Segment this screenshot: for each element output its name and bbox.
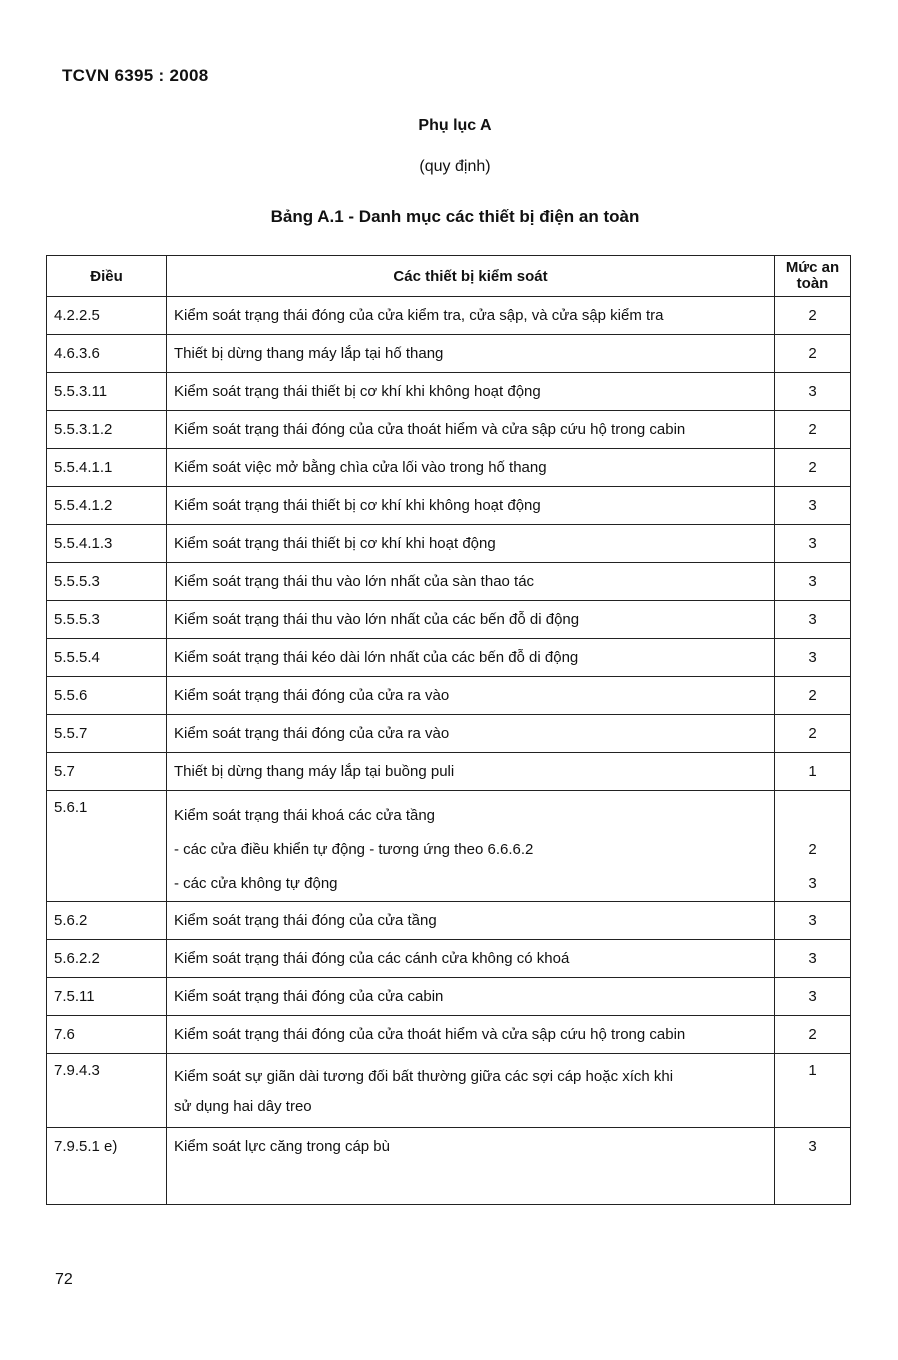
clause-cell: 5.5.3.11 [47,373,167,411]
device-cell: Thiết bị dừng thang máy lắp tại hố thang [167,335,775,373]
header-safety-level-line2: toàn [796,275,829,292]
device-cell: Kiểm soát trạng thái đóng của cửa kiểm tra, cửa sập, và cửa sập kiểm tra [167,297,775,335]
device-cell: Kiểm soát trạng thái thu vào lớn nhất của sàn thao tác [167,563,775,601]
device-cell: Kiểm soát trạng thái đóng của cửa ra vào [167,715,775,753]
table-row [47,487,851,525]
table-row [47,601,851,639]
clause-cell: 5.5.4.1.1 [47,449,167,487]
clause-cell: 5.5.5.4 [47,639,167,677]
table-row [47,677,851,715]
device-cell: Kiểm soát trạng thái kéo dài lớn nhất của các bến đỗ di động [167,639,775,677]
clause-cell: 5.5.4.1.2 [47,487,167,525]
table-body-door-locks [47,791,851,902]
document-code: TCVN 6395 : 2008 [62,66,209,85]
table-row [47,715,851,753]
clause-cell: 5.6.2 [47,902,167,940]
level-line-empty [782,799,843,833]
clause-cell: 4.2.2.5 [47,297,167,335]
table-body-tail [47,1054,851,1205]
clause-cell: 7.5.11 [47,978,167,1016]
level-line: 2 [808,841,817,858]
clause-cell: 5.5.5.3 [47,601,167,639]
clause-cell: 5.5.3.1.2 [47,411,167,449]
clause-cell: 5.6.1 [47,791,167,902]
level-cell: 3 [775,1128,851,1205]
level-cell: 2 [775,335,851,373]
annex-subtitle: (quy định) [419,158,491,175]
device-cell: Kiểm soát trạng thái thiết bị cơ khí khi không hoạt động [167,373,775,411]
level-cell: 3 [775,902,851,940]
clause-cell: 7.9.5.1 e) [47,1128,167,1205]
device-cell: Kiểm soát trạng thái đóng của cửa cabin [167,978,775,1016]
device-cell: Kiểm soát việc mở bằng chìa cửa lối vào trong hố thang [167,449,775,487]
safety-devices-table [46,255,851,1205]
device-cell [167,791,775,902]
header-device: Các thiết bị kiểm soát [167,256,775,297]
level-cell: 2 [775,411,851,449]
device-cell: Kiểm soát trạng thái thiết bị cơ khí khi không hoạt động [167,487,775,525]
device-cell: Kiểm soát trạng thái đóng của cửa tầng [167,902,775,940]
table-body-a [47,297,851,791]
table-row [47,297,851,335]
level-cell: 2 [775,677,851,715]
table-row [47,373,851,411]
device-cell: Kiểm soát trạng thái thu vào lớn nhất của các bến đỗ di động [167,601,775,639]
level-cell: 3 [775,373,851,411]
clause-cell: 5.7 [47,753,167,791]
table-row [47,449,851,487]
clause-cell: 5.5.6 [47,677,167,715]
clause-cell: 4.6.3.6 [47,335,167,373]
level-cell: 3 [775,639,851,677]
table-row [47,902,851,940]
device-cell: Thiết bị dừng thang máy lắp tại buồng puli [167,753,775,791]
level-cell: 2 [775,1016,851,1054]
clause-cell: 5.5.7 [47,715,167,753]
level-line: 3 [808,875,817,892]
header-clause: Điều [47,256,167,297]
clause-cell: 7.9.4.3 [47,1054,167,1128]
level-cell: 3 [775,978,851,1016]
device-line: Kiểm soát trạng thái khoá các cửa tầng [174,807,436,824]
annex-title: Phụ lục A [418,117,492,134]
level-cell: 2 [775,297,851,335]
clause-cell: 5.5.5.3 [47,563,167,601]
table-row [47,525,851,563]
table-row [47,940,851,978]
table-row [47,1128,851,1205]
level-cell: 1 [775,753,851,791]
level-cell: 2 [775,715,851,753]
table-header-row [47,256,851,297]
device-cell: Kiểm soát trạng thái đóng của cửa ra vào [167,677,775,715]
header-safety-level-line1: Mức an [785,259,840,276]
device-line: - các cửa điều khiển tự động - tương ứng theo 6.6.6.2 [174,841,534,858]
table-row [47,563,851,601]
level-cell: 1 [775,1054,851,1128]
level-cell [775,791,851,902]
table-row [47,411,851,449]
level-cell: 2 [775,449,851,487]
table-title: Bảng A.1 - Danh mục các thiết bị điện an toàn [270,207,640,226]
table-row [47,978,851,1016]
device-cell: Kiểm soát lực căng trong cáp bù [167,1128,775,1205]
clause-cell: 5.6.2.2 [47,940,167,978]
device-line: sử dụng hai dây treo [174,1098,312,1115]
table-row [47,753,851,791]
table-body-b [47,902,851,1054]
device-cell: Kiểm soát trạng thái đóng của các cánh cửa không có khoá [167,940,775,978]
table-row [47,639,851,677]
clause-cell: 5.5.4.1.3 [47,525,167,563]
table-row [47,791,851,902]
header-safety-level [775,256,851,297]
page-number: 72 [55,1271,73,1288]
device-cell: Kiểm soát trạng thái thiết bị cơ khí khi hoạt động [167,525,775,563]
level-cell: 3 [775,487,851,525]
level-cell: 3 [775,940,851,978]
device-cell [167,1054,775,1128]
table-row [47,1016,851,1054]
device-line: Kiểm soát sự giãn dài tương đối bất thường giữa các sợi cáp hoặc xích khi [174,1068,674,1085]
clause-cell: 7.6 [47,1016,167,1054]
table-row [47,1054,851,1128]
device-cell: Kiểm soát trạng thái đóng của cửa thoát hiểm và cửa sập cứu hộ trong cabin [167,411,775,449]
level-cell: 3 [775,525,851,563]
table-row [47,335,851,373]
device-line: - các cửa không tự động [174,875,338,892]
level-cell: 3 [775,563,851,601]
level-cell: 3 [775,601,851,639]
device-cell: Kiểm soát trạng thái đóng của cửa thoát hiểm và cửa sập cứu hộ trong cabin [167,1016,775,1054]
